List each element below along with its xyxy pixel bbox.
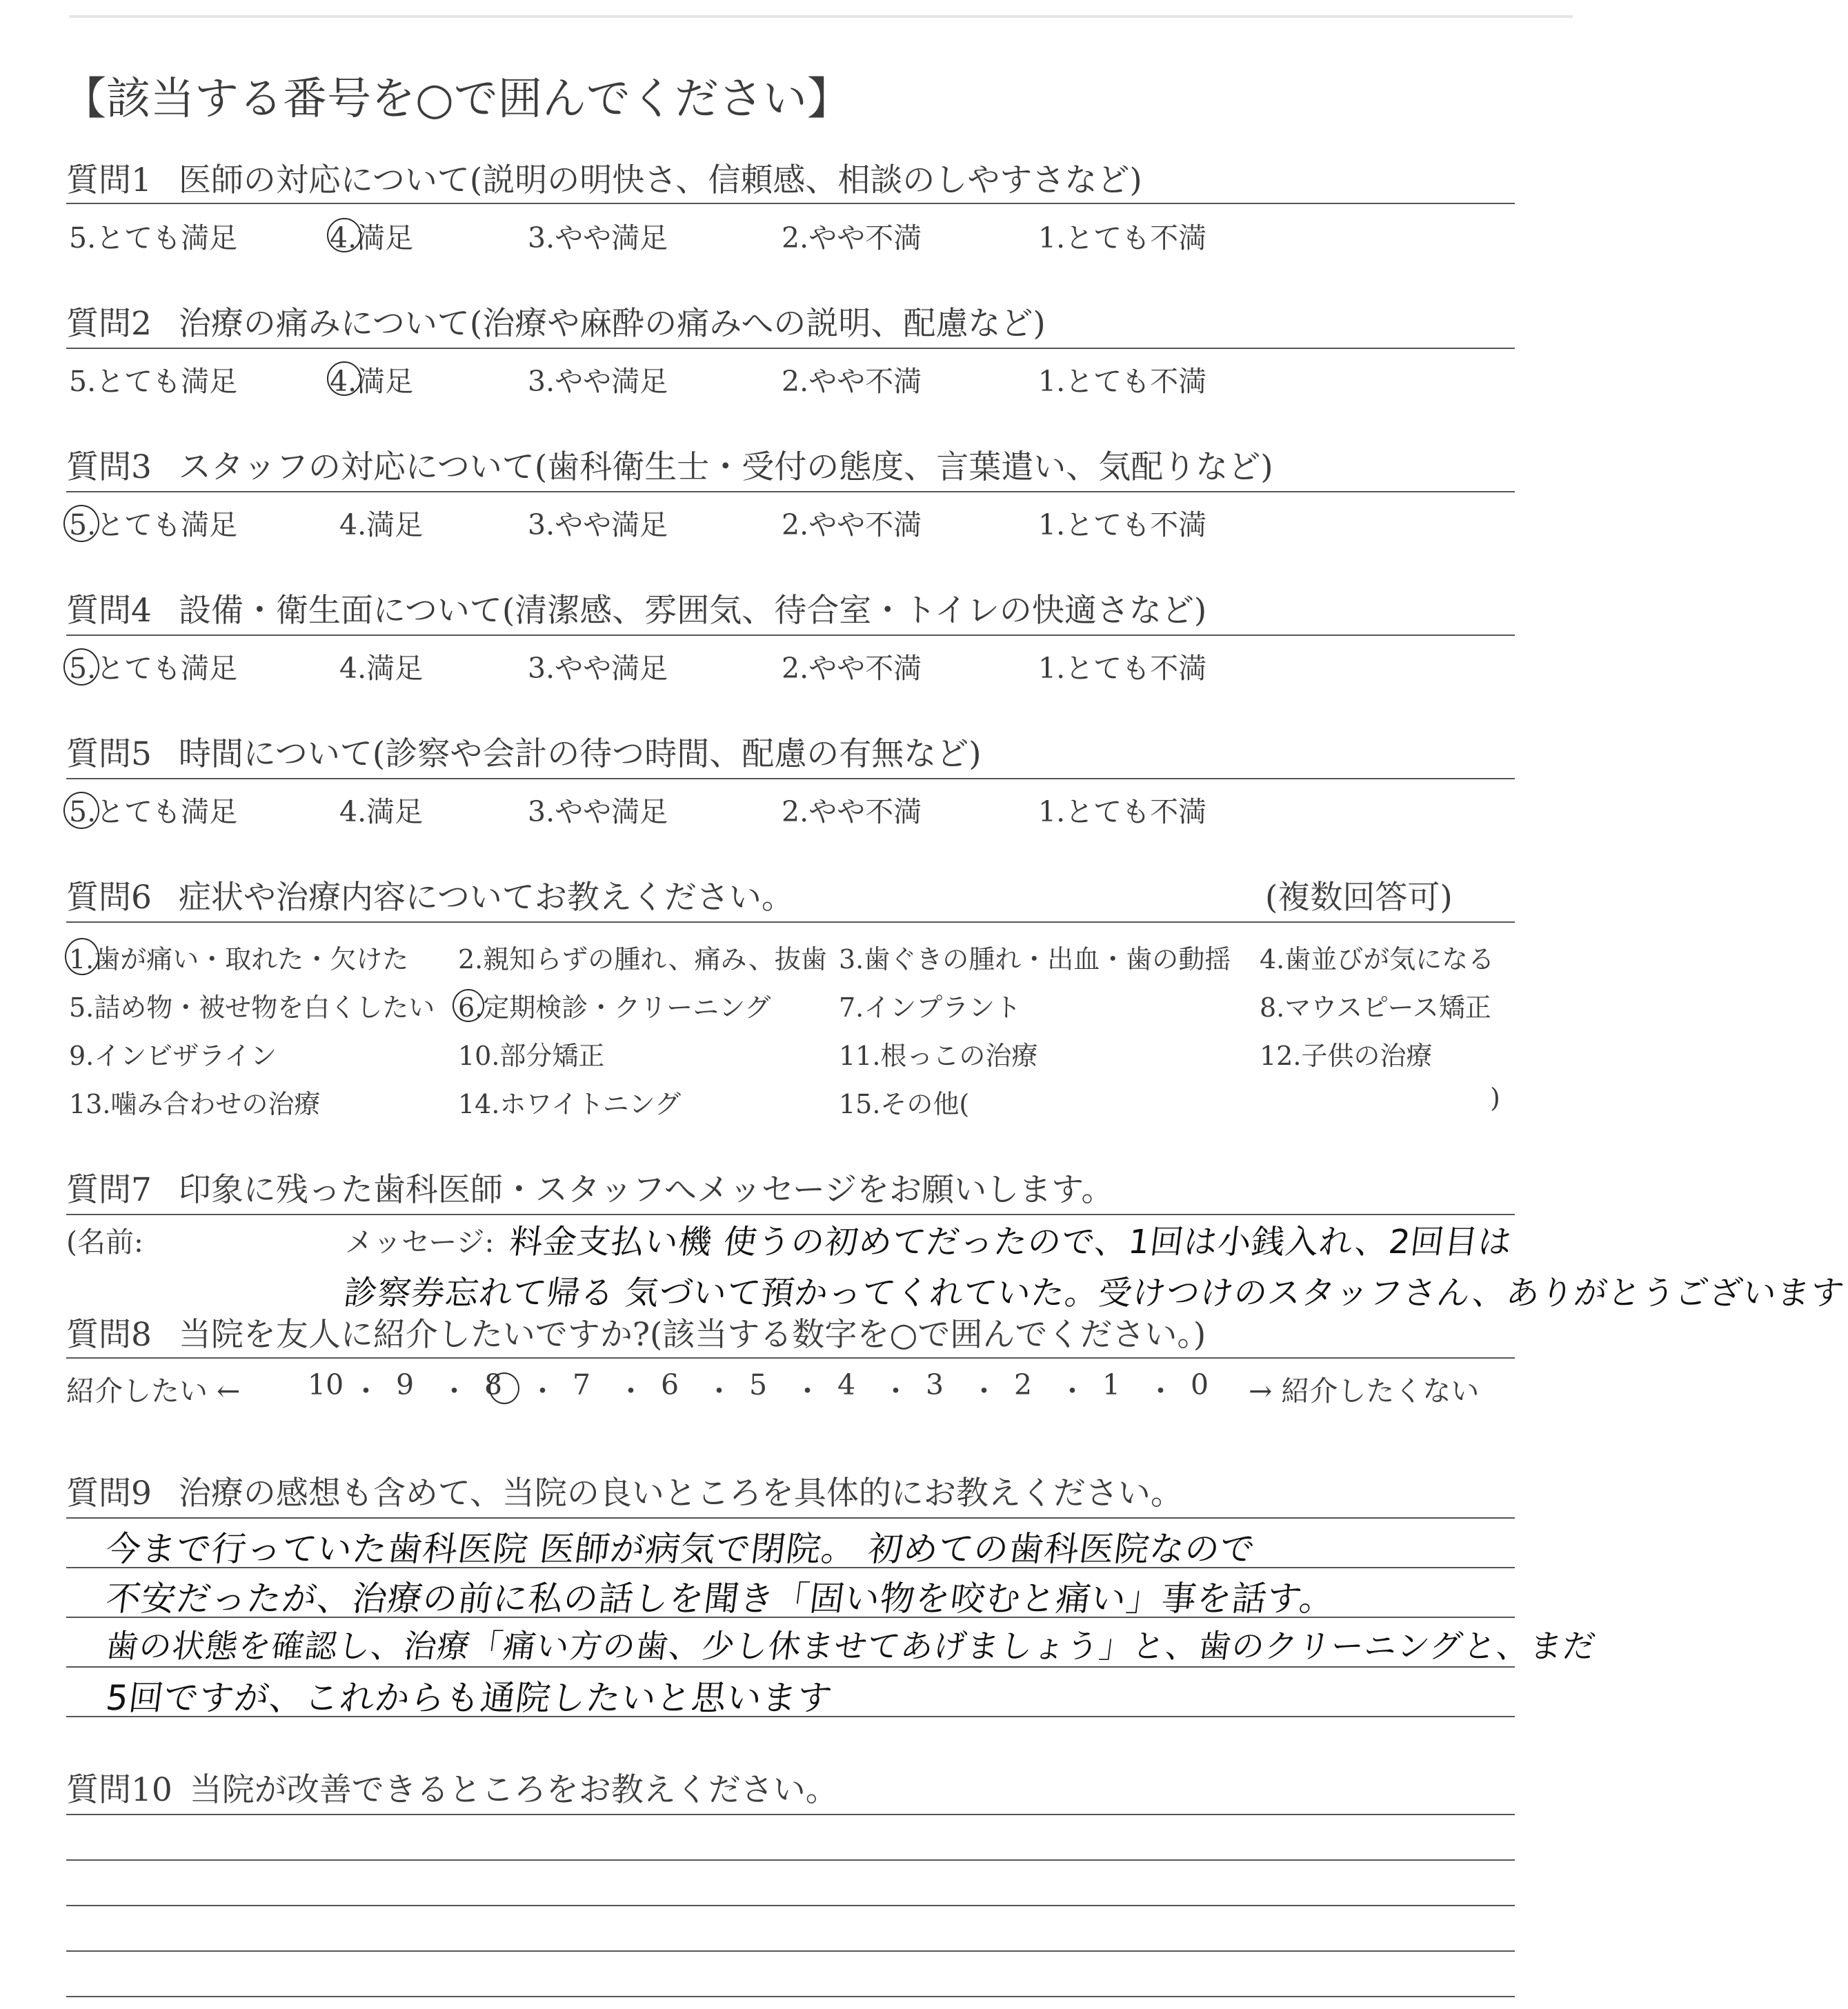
q6-option-6[interactable]: 6.定期検診・クリーニング bbox=[458, 992, 771, 1023]
q8-number-1[interactable]: 1 bbox=[1102, 1368, 1121, 1401]
q8-separator-dot: ・ bbox=[882, 1375, 910, 1408]
q2-answer-circle bbox=[327, 361, 361, 396]
q5-rule bbox=[66, 778, 1515, 779]
q9-rule-0 bbox=[66, 1517, 1515, 1519]
q2-option-2[interactable]: 2.やや不満 bbox=[782, 365, 922, 398]
q8-number-0[interactable]: 0 bbox=[1191, 1368, 1209, 1401]
q9-heading bbox=[66, 1468, 1183, 1514]
q3-label: 質問3 bbox=[66, 448, 152, 486]
q1-rule bbox=[66, 203, 1515, 204]
q6-option-13[interactable]: 13.噛み合わせの治療 bbox=[69, 1089, 321, 1119]
q8-separator-dot: ・ bbox=[1146, 1375, 1175, 1408]
q5-option-2[interactable]: 2.やや不満 bbox=[782, 795, 922, 828]
q6-option-3[interactable]: 3.歯ぐきの腫れ・出血・歯の動揺 bbox=[839, 944, 1231, 974]
q8-text: 当院を友人に紹介したいですか?(該当する数字を○で囲んでください。) bbox=[178, 1316, 1206, 1354]
q7-name-label: (名前: bbox=[66, 1226, 143, 1259]
q6-option-12[interactable]: 12.子供の治療 bbox=[1260, 1041, 1433, 1071]
q6-option-7[interactable]: 7.インプラント bbox=[839, 992, 1022, 1023]
q8-separator-dot: ・ bbox=[528, 1375, 557, 1408]
q8-rule bbox=[66, 1357, 1515, 1359]
q7-label: 質問7 bbox=[66, 1171, 152, 1209]
q4-option-3[interactable]: 3.やや満足 bbox=[528, 652, 668, 685]
q1-heading bbox=[66, 154, 1142, 201]
q2-heading bbox=[66, 298, 1046, 344]
q6-other-close: ) bbox=[1490, 1083, 1500, 1113]
q8-number-3[interactable]: 3 bbox=[926, 1368, 944, 1401]
q2-text: 治療の痛みについて(治療や麻酔の痛みへの説明、配慮など) bbox=[178, 305, 1046, 343]
q8-left-label: 紹介したい ← bbox=[66, 1375, 241, 1408]
q3-answer-circle bbox=[63, 505, 99, 542]
q9-answer-line-3[interactable]: 歯の状態を確認し、治療「痛い方の歯、少し休ませてあげましょう」と、歯のクリーニングと、まだ bbox=[103, 1628, 1598, 1666]
q2-option-3[interactable]: 3.やや満足 bbox=[528, 365, 668, 398]
q3-option-1[interactable]: 1.とても不満 bbox=[1038, 508, 1207, 541]
q8-separator-dot: ・ bbox=[1058, 1375, 1086, 1408]
q6-option-11[interactable]: 11.根っこの治療 bbox=[839, 1041, 1038, 1071]
q3-rule bbox=[66, 491, 1515, 492]
q8-separator-dot: ・ bbox=[793, 1375, 822, 1408]
q10-rule-0 bbox=[66, 1814, 1515, 1815]
q2-label: 質問2 bbox=[66, 305, 152, 343]
q7-text: 印象に残った歯科医師・スタッフへメッセージをお願いします。 bbox=[178, 1171, 1114, 1209]
q1-option-3[interactable]: 3.やや満足 bbox=[528, 221, 668, 254]
q6-multiple-note: (複数回答可) bbox=[1265, 879, 1453, 917]
q1-option-5[interactable]: 5.とても満足 bbox=[69, 221, 238, 254]
q10-rule-1 bbox=[66, 1859, 1515, 1861]
q6-answer-circle-1 bbox=[65, 938, 99, 975]
q10-rule-4 bbox=[66, 1996, 1515, 1997]
q4-heading bbox=[66, 585, 1206, 631]
q4-label: 質問4 bbox=[66, 592, 152, 630]
q3-heading bbox=[66, 441, 1273, 488]
q9-answer-line-2[interactable]: 不安だったが、治療の前に私の話しを聞き「固い物を咬むと痛い」事を話す。 bbox=[103, 1579, 1338, 1619]
q8-number-9[interactable]: 9 bbox=[396, 1368, 415, 1401]
q4-option-5[interactable]: 5.とても満足 bbox=[69, 652, 238, 685]
q3-option-2[interactable]: 2.やや不満 bbox=[782, 508, 922, 541]
q6-option-5[interactable]: 5.詰め物・被せ物を白くしたい bbox=[69, 992, 435, 1023]
q8-separator-dot: ・ bbox=[352, 1375, 380, 1408]
q6-option-10[interactable]: 10.部分矯正 bbox=[458, 1041, 605, 1071]
q4-rule bbox=[66, 634, 1515, 636]
q10-rule-2 bbox=[66, 1905, 1515, 1906]
q5-heading bbox=[66, 728, 982, 774]
q8-number-5[interactable]: 5 bbox=[749, 1368, 768, 1401]
q5-option-5[interactable]: 5.とても満足 bbox=[69, 795, 238, 828]
q8-separator-dot: ・ bbox=[617, 1375, 645, 1408]
q6-label: 質問6 bbox=[66, 879, 152, 917]
q4-answer-circle bbox=[63, 648, 99, 686]
q6-option-2[interactable]: 2.親知らずの腫れ、痛み、抜歯 bbox=[458, 944, 827, 974]
q5-label: 質問5 bbox=[66, 735, 152, 773]
q10-label: 質問10 bbox=[66, 1771, 172, 1809]
q10-text: 当院が改善できるところをお教えください。 bbox=[189, 1771, 838, 1809]
q8-heading bbox=[66, 1309, 1206, 1355]
q7-message-line-1[interactable]: 料金支払い機 使うの初めてだったので、1回は小銭入れ、2回目は bbox=[507, 1223, 1515, 1261]
q4-option-2[interactable]: 2.やや不満 bbox=[782, 652, 922, 685]
q8-number-6[interactable]: 6 bbox=[661, 1368, 679, 1401]
q4-text: 設備・衛生面について(清潔感、雰囲気、待合室・トイレの快適さなど) bbox=[178, 592, 1207, 630]
q2-option-4[interactable]: 4.満足 bbox=[330, 365, 414, 398]
q8-number-10[interactable]: 10 bbox=[308, 1368, 344, 1401]
q6-option-9[interactable]: 9.インビザライン bbox=[69, 1041, 277, 1071]
q1-option-1[interactable]: 1.とても不満 bbox=[1038, 221, 1207, 254]
q9-answer-line-4[interactable]: 5回ですが、これからも通院したいと思います bbox=[103, 1678, 835, 1718]
q6-text: 症状や治療内容についてお教えください。 bbox=[178, 879, 794, 917]
q2-option-5[interactable]: 5.とても満足 bbox=[69, 365, 238, 398]
q6-option-8[interactable]: 8.マウスピース矯正 bbox=[1260, 992, 1491, 1023]
q4-option-4[interactable]: 4.満足 bbox=[339, 652, 424, 685]
q6-heading bbox=[66, 872, 794, 918]
q8-separator-dot: ・ bbox=[970, 1375, 998, 1408]
q5-text: 時間について(診察や会計の待つ時間、配慮の有無など) bbox=[178, 735, 982, 773]
q1-option-4[interactable]: 4.満足 bbox=[330, 221, 414, 254]
q8-right-label: → 紹介したくない bbox=[1249, 1375, 1480, 1408]
q1-label: 質問1 bbox=[66, 161, 152, 199]
scan-top-edge bbox=[69, 15, 1573, 18]
q5-option-4[interactable]: 4.満足 bbox=[339, 795, 424, 828]
q1-text: 医師の対応について(説明の明快さ、信頼感、相談のしやすさなど) bbox=[178, 161, 1142, 199]
q8-label: 質問8 bbox=[66, 1316, 152, 1354]
q8-separator-dot: ・ bbox=[440, 1375, 468, 1408]
q8-number-8[interactable]: 8 bbox=[484, 1368, 503, 1401]
q10-heading bbox=[66, 1764, 838, 1810]
q7-message-line-2[interactable]: 診察券忘れて帰る 気づいて預かってくれていた。受けつけのスタッフさん、ありがとうございます bbox=[341, 1274, 1847, 1312]
q9-answer-line-1[interactable]: 今まで行っていた歯科医院 医師が病気で閉院。 初めての歯科医院なので bbox=[103, 1529, 1258, 1569]
q3-option-3[interactable]: 3.やや満足 bbox=[528, 508, 668, 541]
q7-heading bbox=[66, 1164, 1113, 1210]
q9-text: 治療の感想も含めて、当院の良いところを具体的にお教えください。 bbox=[178, 1475, 1183, 1512]
q3-option-5[interactable]: 5.とても満足 bbox=[69, 508, 238, 541]
q8-number-4[interactable]: 4 bbox=[837, 1368, 856, 1401]
q1-option-2[interactable]: 2.やや不満 bbox=[782, 221, 922, 254]
q6-rule bbox=[66, 921, 1515, 923]
q6-option-14[interactable]: 14.ホワイトニング bbox=[458, 1089, 682, 1119]
q6-option-1[interactable]: 1.歯が痛い・取れた・欠けた bbox=[69, 944, 409, 974]
form-title: 【該当する番号を○で囲んでください】 bbox=[62, 74, 851, 125]
q6-option-15[interactable]: 15.その他( bbox=[839, 1089, 970, 1119]
q5-option-1[interactable]: 1.とても不満 bbox=[1038, 795, 1207, 828]
q5-answer-circle bbox=[63, 792, 99, 829]
q3-option-4[interactable]: 4.満足 bbox=[339, 508, 424, 541]
q2-rule bbox=[66, 348, 1515, 349]
q3-text: スタッフの対応について(歯科衛生士・受付の態度、言葉遣い、気配りなど) bbox=[178, 448, 1273, 486]
q10-rule-3 bbox=[66, 1950, 1515, 1952]
q1-answer-circle bbox=[327, 218, 361, 252]
q2-option-1[interactable]: 1.とても不満 bbox=[1038, 365, 1207, 398]
q5-option-3[interactable]: 3.やや満足 bbox=[528, 795, 668, 828]
q4-option-1[interactable]: 1.とても不満 bbox=[1038, 652, 1207, 685]
q8-separator-dot: ・ bbox=[705, 1375, 733, 1408]
q9-label: 質問9 bbox=[66, 1475, 152, 1512]
q6-option-4[interactable]: 4.歯並びが気になる bbox=[1260, 944, 1495, 974]
q8-answer-circle bbox=[489, 1372, 519, 1404]
q6-answer-circle-6 bbox=[453, 989, 484, 1022]
q8-number-2[interactable]: 2 bbox=[1014, 1368, 1033, 1401]
q7-message-label: メッセージ: bbox=[345, 1226, 495, 1259]
q8-number-7[interactable]: 7 bbox=[573, 1368, 591, 1401]
